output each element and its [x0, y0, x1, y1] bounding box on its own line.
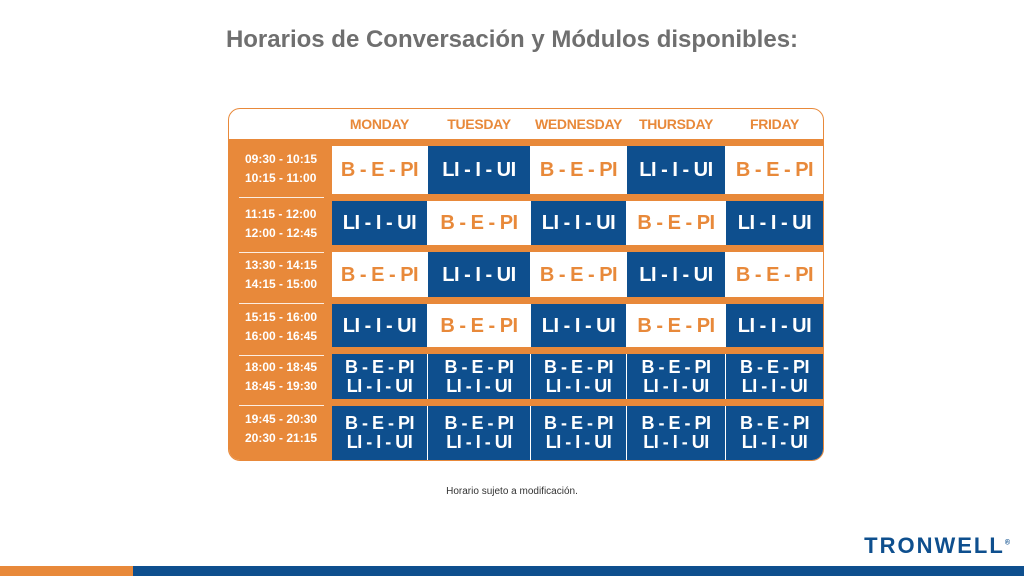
module-cell [332, 252, 427, 297]
row-separator [332, 194, 823, 201]
time-divider [239, 197, 324, 198]
module-cell [726, 146, 823, 194]
module-cell [332, 146, 427, 194]
module-label: B - E - PI [637, 314, 715, 337]
time-range: 19:45 - 20:30 [245, 412, 318, 426]
time-slot [233, 150, 328, 188]
module-cell [531, 201, 626, 245]
module-cell [332, 304, 427, 347]
time-slot [233, 205, 328, 243]
module-cell [531, 304, 626, 347]
module-label: B - E - PI [340, 263, 419, 286]
module-label: LI - I - UI [342, 314, 417, 337]
row-separator [332, 399, 823, 406]
row-separator [332, 245, 823, 252]
tronwell-logo [864, 533, 1010, 559]
day-header-2: WEDNESDAY [534, 116, 623, 132]
module-label: B - E - PI [739, 413, 809, 433]
module-label: B - E - PI [641, 413, 711, 433]
module-label: LI - I - UI [639, 159, 713, 181]
time-range: 20:30 - 21:15 [245, 431, 318, 445]
module-label: B - E - PI [543, 413, 613, 433]
module-cell [428, 252, 530, 297]
module-cell [726, 201, 823, 245]
module-label: LI - I - UI [737, 314, 812, 337]
module-label: B - E - PI [440, 314, 518, 337]
time-range: 15:15 - 16:00 [245, 310, 318, 324]
module-cell [531, 406, 626, 460]
day-header-3: THURSDAY [638, 116, 714, 132]
schedule-table [228, 108, 824, 461]
time-slot [233, 256, 328, 294]
module-label: B - E - PI [637, 212, 715, 234]
module-cell [531, 354, 626, 399]
module-cell [726, 354, 823, 399]
module-label: B - E - PI [539, 159, 618, 181]
time-range: 11:15 - 12:00 [245, 207, 317, 221]
time-divider [239, 303, 324, 304]
time-range: 18:45 - 19:30 [245, 379, 318, 393]
time-slot [233, 410, 328, 448]
time-slot [233, 358, 328, 396]
module-label: LI - I - UI [741, 375, 808, 396]
module-label: B - E - PI [641, 356, 711, 377]
module-label: B - E - PI [444, 356, 514, 377]
module-label: LI - I - UI [342, 212, 417, 234]
row-separator [332, 139, 823, 146]
module-label: LI - I - UI [442, 263, 516, 286]
module-label: B - E - PI [444, 413, 514, 433]
module-label: B - E - PI [739, 356, 809, 377]
module-cell [332, 354, 427, 399]
module-cell [428, 146, 530, 194]
module-cell [627, 354, 725, 399]
module-label: LI - I - UI [741, 432, 808, 452]
time-range: 13:30 - 14:15 [245, 258, 318, 272]
logo-text: TRONWELL [864, 533, 1005, 558]
time-range: 16:00 - 16:45 [245, 329, 318, 343]
time-slot [233, 308, 328, 346]
module-label: LI - I - UI [346, 432, 413, 452]
module-label: LI - I - UI [639, 263, 713, 286]
module-label: B - E - PI [344, 356, 414, 377]
module-cell [627, 146, 725, 194]
module-cell [726, 304, 823, 347]
module-label: LI - I - UI [446, 432, 512, 452]
module-label: LI - I - UI [446, 375, 512, 396]
module-label: LI - I - UI [737, 212, 812, 234]
module-cell [726, 406, 823, 460]
module-label: B - E - PI [344, 413, 414, 433]
module-label: B - E - PI [440, 212, 518, 234]
time-range: 18:00 - 18:45 [245, 360, 318, 374]
module-cell [627, 406, 725, 460]
schedule-note: Horario sujeto a modificación. [446, 486, 578, 497]
module-cell [531, 252, 626, 297]
module-label: B - E - PI [735, 263, 814, 286]
time-divider [239, 355, 324, 356]
module-label: B - E - PI [539, 263, 618, 286]
module-label: LI - I - UI [545, 432, 612, 452]
day-header-1: TUESDAY [447, 116, 511, 132]
module-cell [332, 406, 427, 460]
time-range: 10:15 - 11:00 [245, 171, 317, 185]
time-range: 12:00 - 12:45 [245, 226, 318, 240]
module-cell [428, 354, 530, 399]
module-cell [428, 304, 530, 347]
page-title: Horarios de Conversación y Módulos disponibles: [225, 26, 799, 53]
module-label: LI - I - UI [643, 375, 709, 396]
module-label: LI - I - UI [346, 375, 413, 396]
day-header-0: MONDAY [349, 116, 410, 132]
module-cell [428, 406, 530, 460]
footer-bar-orange [0, 566, 133, 576]
row-separator [332, 347, 823, 354]
module-label: LI - I - UI [541, 212, 616, 234]
time-divider [239, 405, 324, 406]
module-label: LI - I - UI [643, 432, 709, 452]
module-label: LI - I - UI [541, 314, 616, 337]
module-label: B - E - PI [735, 159, 814, 181]
module-label: LI - I - UI [442, 159, 516, 181]
module-cell [531, 146, 626, 194]
time-divider [239, 252, 324, 253]
module-cell [428, 201, 530, 245]
module-label: B - E - PI [543, 356, 613, 377]
module-cell [627, 304, 725, 347]
logo-registered-mark: ® [1004, 539, 1010, 547]
module-cell [726, 252, 823, 297]
row-separator [332, 297, 823, 304]
module-label: B - E - PI [340, 159, 419, 181]
time-range: 09:30 - 10:15 [245, 152, 318, 166]
day-header-4: FRIDAY [749, 116, 800, 132]
footer-bar-blue [133, 566, 1024, 576]
module-label: LI - I - UI [545, 375, 612, 396]
time-range: 14:15 - 15:00 [245, 277, 318, 291]
module-cell [627, 252, 725, 297]
module-cell [627, 201, 725, 245]
module-cell [332, 201, 427, 245]
